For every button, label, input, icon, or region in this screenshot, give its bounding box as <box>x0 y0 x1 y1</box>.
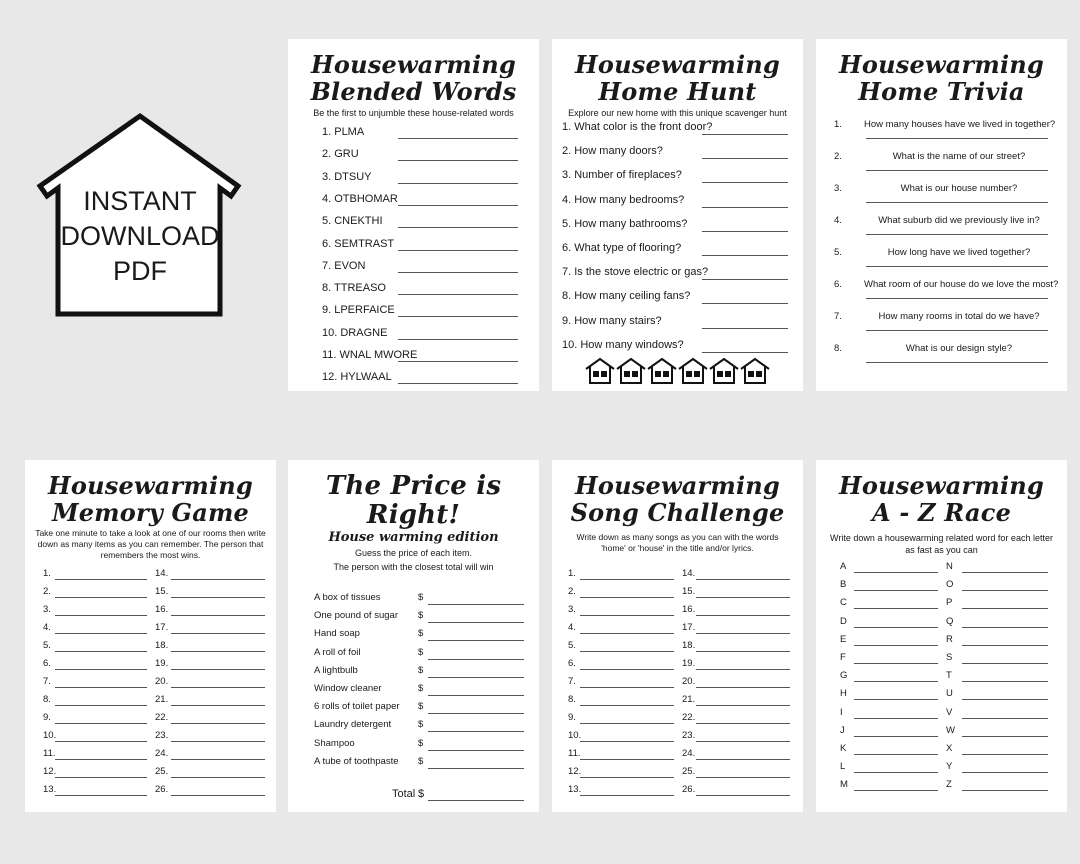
price-item: 6 rolls of toilet paper <box>314 701 400 713</box>
answer-line[interactable] <box>702 231 788 232</box>
title-line-2: Song Challenge <box>570 498 785 527</box>
answer-line[interactable] <box>55 633 147 634</box>
answer-line[interactable] <box>702 328 788 329</box>
number-label: 5. <box>43 640 51 651</box>
number-label: 23. <box>155 730 169 741</box>
letter-label: X <box>946 743 953 754</box>
letter-label: D <box>840 615 847 627</box>
number-label: 22. <box>155 712 169 723</box>
number-label: 11. <box>43 748 56 759</box>
answer-line[interactable] <box>398 183 518 184</box>
card-subtitle: Take one minute to take a look at one of our rooms then write down as many items as you can remember. The person that remembers the most wins. <box>35 528 266 560</box>
price-answer-line[interactable] <box>428 731 524 732</box>
title-line-2: Home Hunt <box>598 77 757 106</box>
answer-line[interactable] <box>398 339 518 340</box>
answer-line[interactable] <box>171 741 265 742</box>
number-label: 12. <box>568 766 582 777</box>
trivia-number: 7. <box>834 311 842 322</box>
answer-line[interactable] <box>580 579 674 580</box>
answer-line[interactable] <box>398 227 518 228</box>
card-song-challenge <box>552 460 803 812</box>
number-label: 18. <box>682 640 696 651</box>
card-title <box>288 51 539 105</box>
letter-label: I <box>840 706 843 718</box>
trivia-question: How long have we lived together? <box>887 247 1031 258</box>
trivia-number: 6. <box>834 279 842 290</box>
answer-line[interactable] <box>55 795 147 796</box>
answer-line[interactable] <box>55 759 147 760</box>
word-item: 7. EVON <box>322 259 366 272</box>
card-subtitle: Explore our new home with this unique scavenger hunt <box>568 108 787 118</box>
card-title <box>552 472 803 526</box>
number-label: 4. <box>43 622 51 633</box>
answer-line[interactable] <box>696 615 790 616</box>
answer-line[interactable] <box>696 687 790 688</box>
row-of-houses-icon <box>584 357 770 385</box>
answer-line[interactable] <box>962 590 1048 591</box>
card-title <box>816 472 1067 526</box>
answer-line[interactable] <box>580 651 674 652</box>
number-label: 26. <box>155 784 169 795</box>
answer-line[interactable] <box>171 723 265 724</box>
answer-line[interactable] <box>171 777 265 778</box>
answer-line[interactable] <box>398 294 518 295</box>
answer-line[interactable] <box>55 579 147 580</box>
trivia-number: 1. <box>834 119 842 130</box>
letter-label: E <box>840 633 847 645</box>
answer-line[interactable] <box>398 383 518 384</box>
currency-symbol: $ <box>418 664 424 676</box>
number-label: 15. <box>682 586 696 597</box>
number-label: 14. <box>155 568 169 579</box>
answer-line[interactable] <box>854 572 938 573</box>
word-item: 8. TTREASO <box>322 282 386 295</box>
hunt-question: 10. How many windows? <box>562 338 684 351</box>
title-line-1: Housewarming <box>575 50 780 79</box>
number-label: 22. <box>682 712 696 723</box>
title-line-2: Memory Game <box>51 498 250 527</box>
answer-line[interactable] <box>702 207 788 208</box>
number-label: 21. <box>155 694 169 705</box>
currency-symbol: $ <box>418 719 424 731</box>
number-label: 10. <box>43 730 57 741</box>
card-title <box>552 51 803 105</box>
number-label: 14. <box>682 568 696 579</box>
trivia-question: How many houses have we lived in together? <box>864 119 1056 130</box>
word-item: 12. HYLWAAL <box>322 371 392 384</box>
letter-label: V <box>946 706 953 718</box>
card-home-hunt <box>552 39 803 391</box>
card-home-trivia <box>816 39 1067 391</box>
price-answer-line[interactable] <box>428 622 524 623</box>
answer-line[interactable] <box>866 362 1048 363</box>
number-label: 8. <box>568 694 576 705</box>
answer-line[interactable] <box>171 651 265 652</box>
trivia-question: What is our design style? <box>905 343 1013 354</box>
answer-line[interactable] <box>55 741 147 742</box>
currency-symbol: $ <box>418 610 424 622</box>
currency-symbol: $ <box>418 683 424 694</box>
answer-line[interactable] <box>580 723 674 724</box>
answer-line[interactable] <box>962 790 1048 791</box>
number-label: 11. <box>568 748 581 759</box>
word-item: 6. SEMTRAST <box>322 237 395 250</box>
answer-line[interactable] <box>398 316 518 317</box>
letter-label: L <box>840 761 846 773</box>
title-line-2: A - Z Race <box>871 498 1012 527</box>
answer-line[interactable] <box>580 705 674 706</box>
price-answer-line[interactable] <box>428 640 524 641</box>
number-label: 17. <box>155 622 169 633</box>
currency-symbol: $ <box>418 592 424 603</box>
number-label: 16. <box>155 604 169 615</box>
answer-line[interactable] <box>580 633 674 634</box>
card-memory-game <box>25 460 276 812</box>
number-label: 23. <box>682 730 696 741</box>
letter-label: Q <box>946 615 954 627</box>
number-label: 13. <box>43 784 57 795</box>
answer-line[interactable] <box>55 597 147 598</box>
trivia-question: What suburb did we previously live in? <box>878 215 1040 226</box>
letter-label: S <box>946 652 953 663</box>
price-item: One pound of sugar <box>314 610 398 622</box>
answer-line[interactable] <box>398 361 518 362</box>
word-item: 5. CNEKTHI <box>322 215 383 228</box>
number-label: 8. <box>43 694 51 705</box>
answer-line[interactable] <box>854 608 938 609</box>
answer-line[interactable] <box>854 718 938 719</box>
badge-line-2: DOWNLOAD <box>60 221 220 251</box>
letter-label: Y <box>946 761 953 773</box>
price-answer-line[interactable] <box>428 659 524 660</box>
card-subtitle: Write down as many songs as you can with the words 'home' or 'house' in the title and/or lyrics. <box>576 532 779 553</box>
card-subtitle: Write down a housewarming related word for each letter as fast as you can <box>830 533 1053 555</box>
answer-line[interactable] <box>696 669 790 670</box>
letter-label: W <box>946 724 955 736</box>
number-label: 16. <box>682 604 696 615</box>
currency-symbol: $ <box>418 737 424 749</box>
price-answer-line[interactable] <box>428 713 524 714</box>
answer-line[interactable] <box>696 741 790 742</box>
answer-line[interactable] <box>55 615 147 616</box>
answer-line[interactable] <box>962 754 1048 755</box>
title-line-1: The Price is <box>325 471 502 501</box>
number-label: 25. <box>682 766 696 777</box>
number-label: 3. <box>568 604 576 615</box>
answer-line[interactable] <box>962 699 1048 700</box>
letter-label: R <box>946 633 953 645</box>
title-line-1: Housewarming <box>839 471 1044 500</box>
title-line-2: Home Trivia <box>858 77 1025 106</box>
answer-line[interactable] <box>580 687 674 688</box>
answer-line[interactable] <box>171 687 265 688</box>
word-item: 9. LPERFAICE <box>322 304 395 317</box>
answer-line[interactable] <box>962 645 1048 646</box>
number-label: 2. <box>568 586 576 597</box>
answer-line[interactable] <box>962 572 1048 573</box>
letter-label: B <box>840 579 847 591</box>
trivia-number: 3. <box>834 183 842 194</box>
total-currency: $ <box>418 788 425 800</box>
number-label: 15. <box>155 586 169 597</box>
answer-line[interactable] <box>55 777 147 778</box>
hunt-question: 5. How many bathrooms? <box>562 217 688 230</box>
card-title <box>288 472 539 530</box>
letter-label: U <box>946 688 953 700</box>
number-label: 7. <box>568 676 576 687</box>
letter-label: T <box>946 670 952 682</box>
answer-line[interactable] <box>696 579 790 580</box>
number-label: 10. <box>568 730 582 741</box>
badge-line-1: INSTANT <box>83 186 197 216</box>
number-label: 17. <box>682 622 696 633</box>
answer-line[interactable] <box>580 777 674 778</box>
number-label: 4. <box>568 622 576 633</box>
answer-line[interactable] <box>962 608 1048 609</box>
number-label: 21. <box>682 694 696 705</box>
trivia-question: What is the name of our street? <box>892 151 1026 162</box>
word-item: 10. DRAGNE <box>322 326 388 339</box>
answer-line[interactable] <box>55 723 147 724</box>
trivia-number: 8. <box>834 343 842 354</box>
answer-line[interactable] <box>398 250 518 251</box>
answer-line[interactable] <box>702 303 788 304</box>
answer-line[interactable] <box>866 202 1048 203</box>
trivia-question: What is our house number? <box>900 183 1018 194</box>
price-item: A roll of foil <box>314 646 361 658</box>
number-label: 24. <box>155 748 169 759</box>
number-label: 18. <box>155 640 169 651</box>
word-item: 3. DTSUY <box>322 170 372 183</box>
title-line-1: Housewarming <box>575 471 780 500</box>
answer-line[interactable] <box>866 266 1048 267</box>
answer-line[interactable] <box>171 795 265 796</box>
answer-line[interactable] <box>702 352 788 353</box>
answer-line[interactable] <box>702 255 788 256</box>
answer-line[interactable] <box>55 705 147 706</box>
total-label: Total <box>392 788 416 800</box>
letter-label: N <box>946 561 953 572</box>
number-label: 19. <box>155 658 169 669</box>
letter-label: J <box>840 724 845 736</box>
number-label: 6. <box>568 658 576 669</box>
answer-line[interactable] <box>55 651 147 652</box>
number-label: 2. <box>43 586 51 597</box>
edition-label: House warming edition <box>328 530 499 545</box>
trivia-number: 5. <box>834 247 842 258</box>
answer-line[interactable] <box>580 615 674 616</box>
number-label: 1. <box>568 568 576 579</box>
answer-line[interactable] <box>866 170 1048 171</box>
hunt-question: 2. How many doors? <box>562 145 663 158</box>
title-line-1: Housewarming <box>311 50 516 79</box>
answer-line[interactable] <box>171 669 265 670</box>
word-item: 4. OTBHOMAR <box>322 192 398 205</box>
card-price-is-right <box>288 460 539 812</box>
title-line-2: Blended Words <box>310 77 517 106</box>
currency-symbol: $ <box>418 755 424 767</box>
answer-line[interactable] <box>171 615 265 616</box>
currency-symbol: $ <box>418 628 424 640</box>
hunt-question: 8. How many ceiling fans? <box>562 290 691 303</box>
number-label: 5. <box>568 640 576 651</box>
answer-line[interactable] <box>580 795 674 796</box>
answer-line[interactable] <box>398 138 518 139</box>
letter-label: M <box>840 779 848 791</box>
title-line-1: Housewarming <box>839 50 1044 79</box>
answer-line[interactable] <box>854 736 938 737</box>
answer-line[interactable] <box>55 687 147 688</box>
price-item: Window cleaner <box>314 683 382 694</box>
number-label: 3. <box>43 604 51 615</box>
price-answer-line[interactable] <box>428 677 524 678</box>
letter-label: P <box>946 597 953 609</box>
card-subtitle-2: The person with the closest total will win <box>333 562 494 572</box>
card-az-race <box>816 460 1067 812</box>
answer-line[interactable] <box>398 160 518 161</box>
answer-line[interactable] <box>171 579 265 580</box>
answer-line[interactable] <box>962 627 1048 628</box>
answer-line[interactable] <box>866 138 1048 139</box>
price-answer-line[interactable] <box>428 604 524 605</box>
answer-line[interactable] <box>866 298 1048 299</box>
number-label: 12. <box>43 766 57 777</box>
title-line-1: Housewarming <box>48 471 253 500</box>
card-title <box>816 51 1067 105</box>
number-label: 1. <box>43 568 51 579</box>
answer-line[interactable] <box>696 777 790 778</box>
word-item: 2. GRU <box>322 148 359 161</box>
answer-line[interactable] <box>854 663 938 664</box>
answer-line[interactable] <box>398 205 518 206</box>
price-answer-line[interactable] <box>428 695 524 696</box>
letter-label: G <box>840 670 848 682</box>
currency-symbol: $ <box>418 646 424 658</box>
letter-label: K <box>840 743 847 754</box>
number-label: 20. <box>682 676 696 687</box>
number-label: 7. <box>43 676 51 687</box>
currency-symbol: $ <box>418 701 424 713</box>
answer-line[interactable] <box>702 158 788 159</box>
answer-line[interactable] <box>854 772 938 773</box>
price-answer-line[interactable] <box>428 750 524 751</box>
number-label: 19. <box>682 658 696 669</box>
card-blended-words <box>288 39 539 391</box>
price-item: A box of tissues <box>314 592 381 603</box>
answer-line[interactable] <box>580 597 674 598</box>
price-item: A tube of toothpaste <box>314 755 399 767</box>
answer-line[interactable] <box>962 663 1048 664</box>
price-item: Laundry detergent <box>314 719 392 731</box>
answer-line[interactable] <box>580 741 674 742</box>
answer-line[interactable] <box>171 759 265 760</box>
number-label: 26. <box>682 784 696 795</box>
price-item: Shampoo <box>314 737 355 749</box>
trivia-question: What room of our house do we love the most? <box>864 279 1059 290</box>
answer-line[interactable] <box>702 279 788 280</box>
answer-line[interactable] <box>854 627 938 628</box>
number-label: 6. <box>43 658 51 669</box>
hunt-question: 1. What color is the front door? <box>562 121 713 133</box>
trivia-question: How many rooms in total do we have? <box>878 311 1040 322</box>
answer-line[interactable] <box>866 330 1048 331</box>
answer-line[interactable] <box>696 651 790 652</box>
trivia-number: 2. <box>834 151 842 162</box>
number-label: 9. <box>43 712 51 723</box>
badge-line-3: PDF <box>113 256 167 286</box>
letter-label: Z <box>946 779 952 791</box>
total-answer-line[interactable] <box>428 800 524 801</box>
hunt-question: 4. How many bedrooms? <box>562 193 685 206</box>
letter-label: F <box>840 652 846 663</box>
card-title <box>25 472 276 526</box>
answer-line[interactable] <box>580 759 674 760</box>
answer-line[interactable] <box>696 759 790 760</box>
answer-line[interactable] <box>171 705 265 706</box>
title-line-2: Right! <box>366 500 461 530</box>
letter-label: C <box>840 597 847 609</box>
answer-line[interactable] <box>962 718 1048 719</box>
answer-line[interactable] <box>702 182 788 183</box>
letter-label: A <box>840 561 847 572</box>
word-item: 11. WNAL MWORE <box>322 349 418 361</box>
answer-line[interactable] <box>854 790 938 791</box>
answer-line[interactable] <box>696 795 790 796</box>
answer-line[interactable] <box>854 754 938 755</box>
answer-line[interactable] <box>398 272 518 273</box>
number-label: 25. <box>155 766 169 777</box>
answer-line[interactable] <box>854 590 938 591</box>
price-item: A lightbulb <box>314 664 358 676</box>
number-label: 20. <box>155 676 169 687</box>
instant-download-badge <box>30 108 250 323</box>
answer-line[interactable] <box>854 681 938 682</box>
hunt-question: 3. Number of fireplaces? <box>562 169 682 182</box>
number-label: 13. <box>568 784 582 795</box>
letter-label: O <box>946 579 954 591</box>
hunt-question: 6. What type of flooring? <box>562 242 682 254</box>
answer-line[interactable] <box>696 705 790 706</box>
price-item: Hand soap <box>314 628 360 640</box>
number-label: 9. <box>568 712 576 723</box>
word-item: 1. PLMA <box>322 126 365 138</box>
answer-line[interactable] <box>962 772 1048 773</box>
answer-line[interactable] <box>702 134 788 135</box>
answer-line[interactable] <box>962 681 1048 682</box>
answer-line[interactable] <box>171 597 265 598</box>
answer-line[interactable] <box>55 669 147 670</box>
answer-line[interactable] <box>854 699 938 700</box>
answer-line[interactable] <box>854 645 938 646</box>
card-subtitle: Be the first to unjumble these house-related words <box>313 108 514 118</box>
letter-label: H <box>840 688 847 700</box>
answer-line[interactable] <box>962 736 1048 737</box>
answer-line[interactable] <box>696 723 790 724</box>
answer-line[interactable] <box>580 669 674 670</box>
price-answer-line[interactable] <box>428 768 524 769</box>
trivia-number: 4. <box>834 215 842 226</box>
card-subtitle-1: Guess the price of each item. <box>354 548 473 558</box>
answer-line[interactable] <box>696 633 790 634</box>
answer-line[interactable] <box>866 234 1048 235</box>
hunt-question: 9. How many stairs? <box>562 314 662 327</box>
answer-line[interactable] <box>171 633 265 634</box>
hunt-question: 7. Is the stove electric or gas? <box>562 266 709 279</box>
answer-line[interactable] <box>696 597 790 598</box>
number-label: 24. <box>682 748 696 759</box>
